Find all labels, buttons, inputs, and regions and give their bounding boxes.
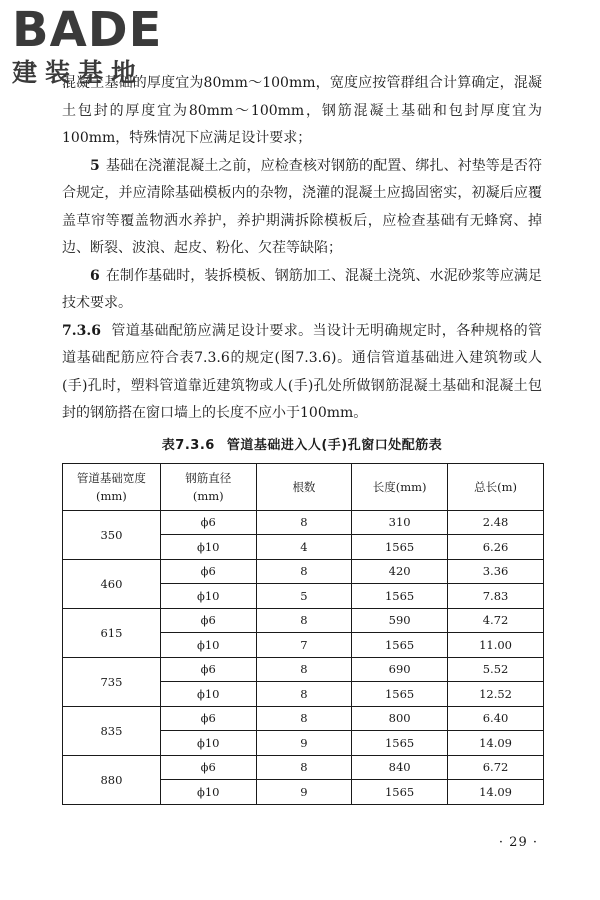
paragraph-item-6	[62, 263, 542, 318]
cell-length: 840	[352, 755, 448, 780]
cell-total: 6.26	[448, 535, 544, 560]
page-number: · 29 ·	[498, 835, 538, 850]
item-number: 6	[90, 267, 100, 284]
cell-diameter: ϕ10	[160, 535, 256, 560]
cell-diameter: ϕ6	[160, 755, 256, 780]
item-number: 5	[90, 157, 100, 174]
cell-diameter: ϕ10	[160, 780, 256, 805]
cell-total: 14.09	[448, 731, 544, 756]
cell-width: 735	[63, 657, 161, 706]
cell-diameter: ϕ6	[160, 657, 256, 682]
paragraph-text: 基础在浇灌混凝土之前，应检查核对钢筋的配置、绑扎、衬垫等是否符合规定，并应清除基础模板内的杂物，浇灌的混凝土应捣固密实，初凝后应覆盖草帘等覆盖物洒水养护，养护期满拆除模板后，应检查基础有无蜂窝、掉边、断裂、波浪、起皮、粉化、欠茬等缺陷；	[62, 157, 542, 256]
cell-count: 8	[256, 657, 352, 682]
cell-length: 1565	[352, 780, 448, 805]
cell-diameter: ϕ10	[160, 584, 256, 609]
cell-diameter: ϕ10	[160, 731, 256, 756]
paragraph-item-5	[62, 153, 542, 263]
document-body	[62, 70, 542, 805]
cell-length: 1565	[352, 731, 448, 756]
cell-count: 7	[256, 633, 352, 658]
cell-length: 590	[352, 608, 448, 633]
cell-diameter: ϕ6	[160, 510, 256, 535]
table-row	[63, 608, 544, 633]
header-length: 长度(mm)	[352, 463, 448, 510]
header-total: 总长(m)	[448, 463, 544, 510]
cell-count: 9	[256, 731, 352, 756]
cell-count: 9	[256, 780, 352, 805]
cell-count: 8	[256, 510, 352, 535]
cell-width: 880	[63, 755, 161, 804]
cell-count: 8	[256, 706, 352, 731]
table-row	[63, 657, 544, 682]
cell-diameter: ϕ6	[160, 706, 256, 731]
logo-word: BADE	[12, 2, 163, 58]
table-row	[63, 706, 544, 731]
cell-count: 8	[256, 755, 352, 780]
cell-length: 800	[352, 706, 448, 731]
cell-length: 310	[352, 510, 448, 535]
table-title: 管道基础进入人(手)孔窗口处配筋表	[226, 437, 443, 453]
table-header-row	[63, 463, 544, 510]
cell-count: 8	[256, 559, 352, 584]
cell-width: 350	[63, 510, 161, 559]
cell-count: 8	[256, 682, 352, 707]
watermark-logo	[12, 4, 182, 94]
section-7-3-6	[62, 318, 542, 428]
cell-diameter: ϕ10	[160, 682, 256, 707]
cell-length: 1565	[352, 633, 448, 658]
paragraph-text: 在制作基础时，装拆模板、钢筋加工、混凝土浇筑、水泥砂浆等应满足技术要求。	[62, 267, 542, 311]
cell-total: 5.52	[448, 657, 544, 682]
cell-total: 6.72	[448, 755, 544, 780]
cell-length: 1565	[352, 584, 448, 609]
cell-diameter: ϕ10	[160, 633, 256, 658]
table-caption	[62, 434, 542, 453]
cell-total: 6.40	[448, 706, 544, 731]
cell-total: 11.00	[448, 633, 544, 658]
cell-count: 8	[256, 608, 352, 633]
cell-length: 690	[352, 657, 448, 682]
table-row	[63, 755, 544, 780]
cell-diameter: ϕ6	[160, 559, 256, 584]
logo-subtitle: 建装基地	[12, 58, 145, 87]
cell-width: 835	[63, 706, 161, 755]
table-row	[63, 510, 544, 535]
cell-length: 1565	[352, 535, 448, 560]
cell-total: 14.09	[448, 780, 544, 805]
cell-total: 7.83	[448, 584, 544, 609]
cell-length: 420	[352, 559, 448, 584]
cell-width: 460	[63, 559, 161, 608]
cell-total: 12.52	[448, 682, 544, 707]
cell-length: 1565	[352, 682, 448, 707]
header-width: 管道基础宽度 (mm)	[63, 463, 161, 510]
paragraph-text: 管道基础配筋应满足设计要求。当设计无明确规定时，各种规格的管道基础配筋应符合表7.3.6的规定(图7.3.6)。通信管道基础进入建筑物或人(手)孔时，塑料管道靠近建筑物或人(手)孔处所做钢筋混凝土基础和混凝土包封的钢筋搭在窗口墙上的长度不应小于100mm。	[62, 322, 542, 421]
cell-total: 4.72	[448, 608, 544, 633]
cell-diameter: ϕ6	[160, 608, 256, 633]
header-count: 根数	[256, 463, 352, 510]
table-number: 表7.3.6	[161, 437, 215, 453]
cell-count: 4	[256, 535, 352, 560]
section-number: 7.3.6	[62, 322, 101, 339]
paragraph-continuation: 混凝土基础的厚度宜为80mm～100mm，宽度应按管群组合计算确定，混凝土包封的厚度宜为80mm～100mm，钢筋混凝土基础和包封厚度宜为100mm，特殊情况下应满足设计要求；	[62, 75, 542, 146]
reinforcement-table	[62, 463, 544, 805]
cell-width: 615	[63, 608, 161, 657]
table-row	[63, 559, 544, 584]
cell-total: 3.36	[448, 559, 544, 584]
header-diameter: 钢筋直径 (mm)	[160, 463, 256, 510]
cell-total: 2.48	[448, 510, 544, 535]
cell-count: 5	[256, 584, 352, 609]
